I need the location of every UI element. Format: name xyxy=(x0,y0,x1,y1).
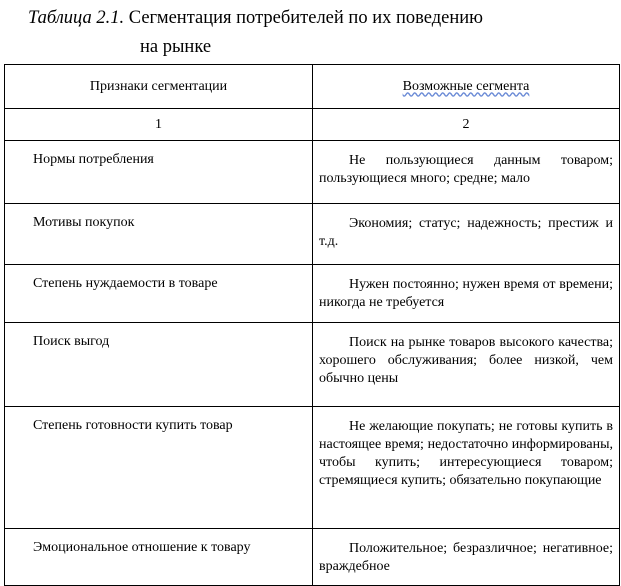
table-row xyxy=(5,529,620,586)
row-criterion: Степень готовности купить товар xyxy=(5,407,313,529)
row-criterion: Поиск выгод xyxy=(5,323,313,407)
row-criterion: Степень нуждаемости в товаре xyxy=(5,265,313,323)
table-caption xyxy=(28,4,483,62)
caption-title: Сегментация потребителей по их поведению xyxy=(128,8,483,28)
row-segments: Не желающие покупать; не готовы купить в настоящее время; недостаточно информированы, чтобы купить; интересующиеся товаром; стремящиеся купить; обязательно покупающие xyxy=(313,407,620,529)
caption-line-2: на рынке xyxy=(140,37,212,57)
row-criterion: Нормы потребления xyxy=(5,141,313,204)
caption-line-1 xyxy=(28,4,483,33)
header-segments-text: Возможные сегмента xyxy=(402,78,530,94)
row-segments: Не пользующиеся данным товаром; пользующиеся много; средне; мало xyxy=(313,141,620,204)
header-segments xyxy=(313,65,620,109)
column-number-1: 1 xyxy=(5,109,313,141)
caption-label: Таблица 2.1. xyxy=(28,8,125,28)
row-segments: Положительное; безразличное; негативное; враждебное xyxy=(313,529,620,586)
table-row xyxy=(5,407,620,529)
row-segments: Экономия; статус; надежность; престиж и т.д. xyxy=(313,204,620,265)
column-number-2: 2 xyxy=(313,109,620,141)
row-segments: Поиск на рынке товаров высокого качества; хорошего обслуживания; более низкой, чем обычно цены xyxy=(313,323,620,407)
row-segments: Нужен постоянно; нужен время от времени; никогда не требуется xyxy=(313,265,620,323)
column-number-row xyxy=(5,109,620,141)
row-criterion: Эмоциональное отношение к товару xyxy=(5,529,313,586)
table-row xyxy=(5,323,620,407)
table-row xyxy=(5,204,620,265)
table-row xyxy=(5,141,620,204)
table-header-row xyxy=(5,65,620,109)
header-criteria: Признаки сегментации xyxy=(5,65,313,109)
segmentation-table xyxy=(4,64,620,586)
row-criterion: Мотивы покупок xyxy=(5,204,313,265)
table-row xyxy=(5,265,620,323)
